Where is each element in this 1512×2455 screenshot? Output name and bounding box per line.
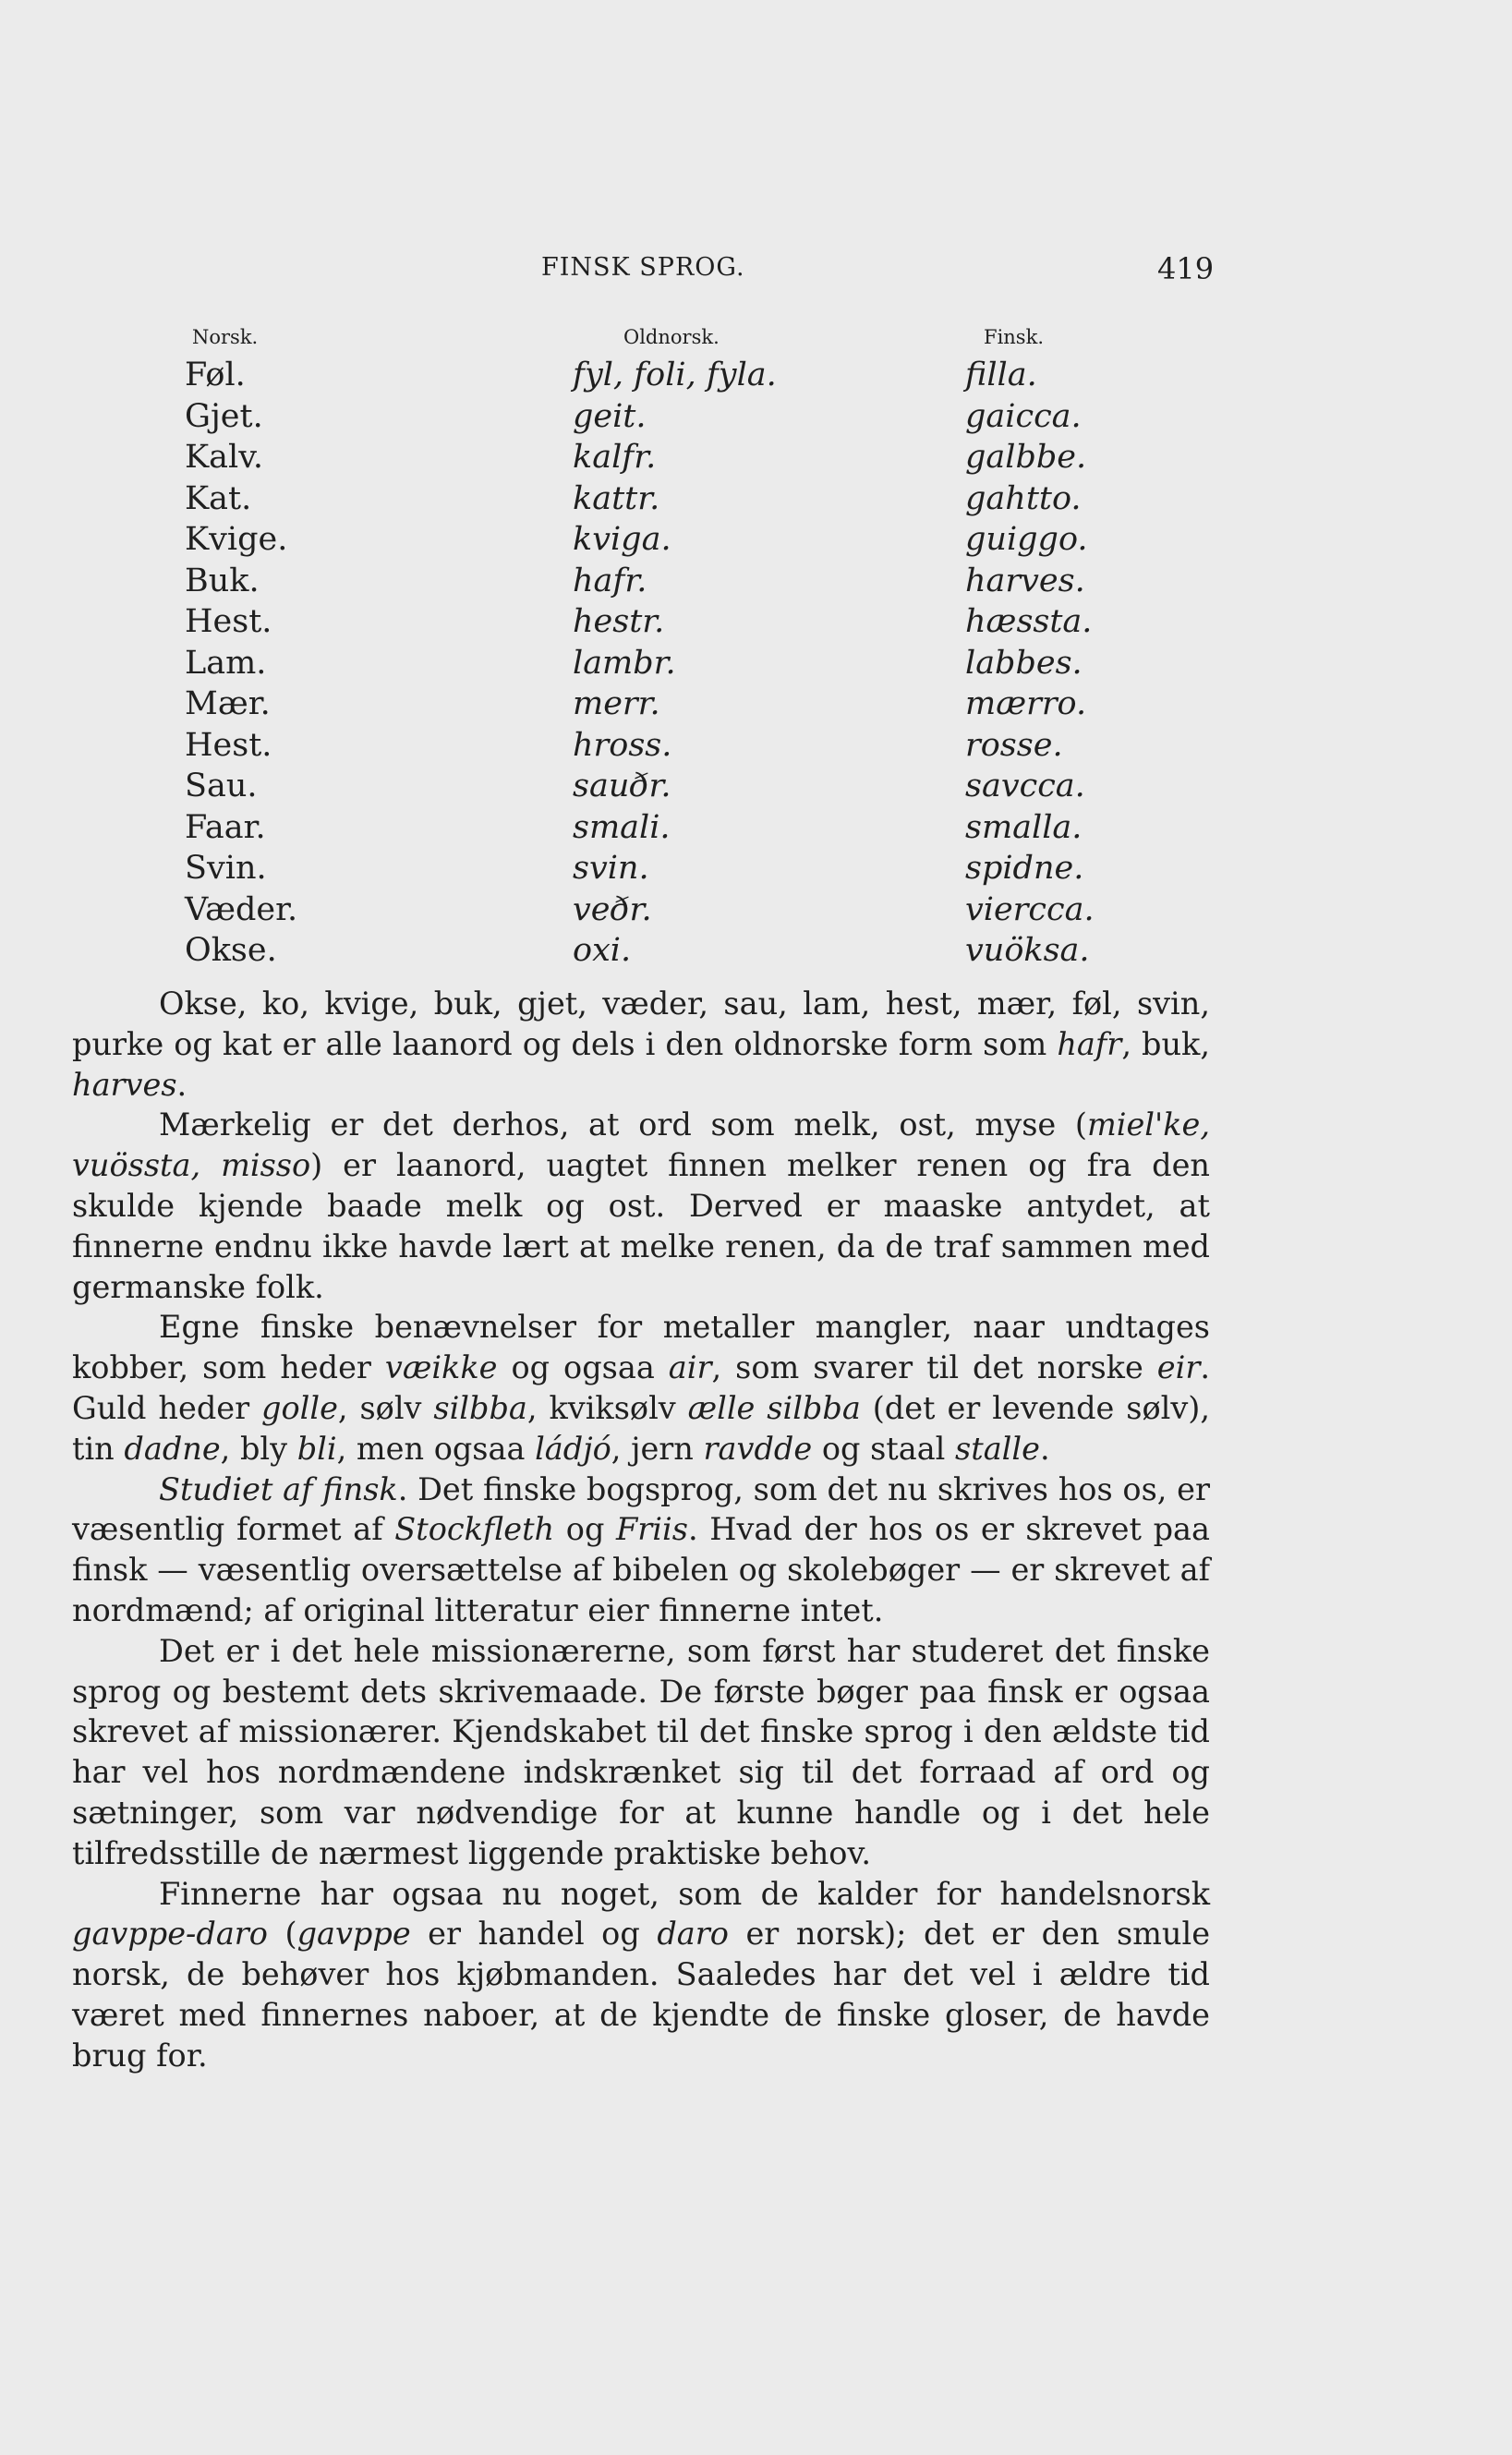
norsk-word: Sau. — [185, 768, 258, 804]
norsk-word: Lam. — [185, 644, 267, 682]
oldnorsk-word: lambr. — [573, 644, 676, 682]
oldnorsk-word: merr. — [573, 685, 660, 722]
paragraph-milk — [72, 1105, 1210, 1307]
oldnorsk-word: geit. — [573, 397, 647, 435]
italic-term: hafr — [1057, 1025, 1122, 1062]
text-run: , men ogsaa — [336, 1430, 536, 1467]
italic-term: væikke — [384, 1349, 498, 1386]
italic-term: Studiet af finsk — [159, 1470, 398, 1507]
finsk-word: hæssta. — [965, 603, 1093, 640]
italic-term: bli — [296, 1430, 337, 1467]
oldnorsk-word: veðr. — [573, 890, 652, 928]
text-run: ) er laanord, uagtet finnen melker renen og fra den skulde kjende baade melk og ost. Derved er maaske antydet, at finnerne endnu ikke havde lært at melke renen, da de traf sammen med germanske folk. — [72, 1147, 1210, 1305]
text-run: er norsk); det er den smule norsk, de behøver hos kjøbmanden. Saaledes har det vel i ældre tid været med finnernes naboer, at de kjendte de finske gloser, de havde brug for. — [72, 1916, 1211, 2074]
oldnorsk-word: hafr. — [573, 562, 647, 599]
italic-term: Stockfleth — [394, 1511, 555, 1548]
norsk-column-header: Norsk. — [192, 326, 259, 348]
finsk-word: viercca. — [965, 890, 1095, 928]
italic-term: Friis — [616, 1511, 688, 1548]
norsk-word: Faar. — [185, 808, 266, 846]
oldnorsk-word: svin. — [573, 850, 649, 887]
oldnorsk-column-header: Oldnorsk. — [623, 326, 720, 348]
italic-term: harves — [72, 1066, 177, 1103]
finsk-word: harves. — [965, 562, 1085, 599]
page-number: 419 — [1157, 251, 1215, 286]
oldnorsk-word: kviga. — [573, 521, 671, 558]
text-run: og — [554, 1511, 617, 1548]
italic-term: gavppe-daro — [72, 1916, 268, 1953]
text-run: er handel og — [410, 1916, 658, 1953]
italic-term: ravdde — [703, 1430, 813, 1467]
finsk-word: spidne. — [965, 850, 1084, 887]
text-run: Det er i det hele missionærerne, som først har studeret det finske sprog og bestemt dets skrivemaade. De første bøger paa finsk er ogsaa skrevet af missionærer. Kjendskabet til det finske sprog i den ældste tid har vel hos nordmændene indskrænket sig til det forraad af ord og sætninger, som var nødvendige for at kunne handle og i det hele tilfredsstille de nærmest liggende praktiske behov. — [72, 1632, 1210, 1871]
text-run: og staal — [812, 1430, 956, 1467]
finsk-word: savcca. — [965, 768, 1085, 804]
paragraph-trade-norwegian — [72, 1874, 1210, 2076]
text-run: , kviksølv — [526, 1389, 688, 1426]
oldnorsk-word: fyl, foli, fyla. — [573, 357, 777, 393]
italic-term: dadne — [124, 1430, 221, 1467]
finsk-word: labbes. — [965, 644, 1083, 682]
norsk-column — [185, 323, 297, 972]
finsk-column — [965, 323, 1095, 972]
text-run: Finnerne har ogsaa nu noget, som de kalder for handelsnorsk — [159, 1875, 1210, 1912]
text-run: , jern — [611, 1430, 704, 1467]
norsk-word: Hest. — [185, 603, 272, 640]
italic-term: miel'ke, vuössta, misso — [72, 1107, 1210, 1184]
paragraph-missionaries — [72, 1631, 1210, 1874]
norsk-word: Væder. — [185, 890, 298, 928]
text-run: og ogsaa — [497, 1349, 669, 1386]
text-run: Okse, ko, kvige, buk, gjet, væder, sau, lam, hest, mær, føl, svin, purke og kat er alle laanord og dels i den oldnorske form som — [72, 986, 1210, 1062]
finsk-word: gahtto. — [965, 479, 1082, 517]
norsk-word: Gjet. — [185, 397, 263, 435]
text-run: Mærkelig er det derhos, at ord som melk, ost, myse ( — [159, 1107, 1087, 1143]
norsk-word: Føl. — [185, 357, 246, 393]
text-run: , sølv — [337, 1389, 434, 1426]
body-text — [72, 984, 1210, 2076]
italic-term: golle — [261, 1389, 338, 1426]
paragraph-study — [72, 1469, 1210, 1631]
oldnorsk-word: kattr. — [573, 479, 660, 517]
oldnorsk-word: sauðr. — [573, 768, 671, 804]
oldnorsk-word: hestr. — [573, 603, 665, 640]
page-header — [0, 249, 1512, 296]
oldnorsk-word: kalfr. — [573, 439, 657, 476]
oldnorsk-word: smali. — [573, 808, 671, 846]
text-run: . Hvad der hos os er skrevet paa finsk — væsentlig oversættelse af bibelen og skolebøger — er skrevet af nordmænd; af original litteratur eier finnerne intet. — [72, 1511, 1210, 1628]
italic-term: eir — [1156, 1349, 1201, 1386]
italic-term: air — [668, 1349, 712, 1386]
norsk-word: Hest. — [185, 726, 272, 764]
finsk-word: filla. — [965, 357, 1037, 393]
vocabulary-table — [0, 323, 1512, 970]
finsk-word: mærro. — [965, 685, 1087, 722]
text-run: Egne finske benævnelser for metaller mangler, naar undtages kobber, som heder — [72, 1309, 1210, 1386]
italic-term: ælle silbba — [687, 1389, 861, 1426]
italic-term: daro — [657, 1916, 729, 1953]
norsk-word: Kalv. — [185, 439, 263, 476]
text-run: , som svarer til det norske — [711, 1349, 1157, 1386]
oldnorsk-word: oxi. — [573, 932, 632, 969]
text-run: . Guld heder — [72, 1349, 1211, 1426]
text-run: , buk, — [1121, 1025, 1210, 1062]
finsk-word: galbbe. — [965, 439, 1087, 476]
paragraph-metals — [72, 1307, 1210, 1469]
paragraph-loanwords — [72, 984, 1210, 1105]
italic-term: stalle — [955, 1430, 1040, 1467]
running-title: FINSK SPROG. — [541, 253, 745, 282]
norsk-word: Buk. — [185, 562, 260, 599]
text-run: . Det finske bogsprog, som det nu skrives hos os, er væsentlig formet af — [72, 1470, 1210, 1548]
text-run: . — [176, 1066, 187, 1103]
italic-term: ládjó — [535, 1430, 611, 1467]
finsk-word: vuöksa. — [965, 932, 1090, 969]
text-run: , bly — [220, 1430, 297, 1467]
text-run: . — [1039, 1430, 1050, 1467]
finsk-word: rosse. — [965, 726, 1063, 764]
norsk-word: Okse. — [185, 932, 277, 969]
oldnorsk-word: hross. — [573, 726, 672, 764]
finsk-column-header: Finsk. — [984, 326, 1044, 348]
oldnorsk-column — [573, 323, 777, 972]
norsk-word: Kvige. — [185, 521, 288, 558]
finsk-word: guiggo. — [965, 521, 1088, 558]
finsk-word: smalla. — [965, 808, 1083, 846]
norsk-word: Svin. — [185, 850, 267, 887]
text-run: ( — [267, 1916, 297, 1953]
italic-term: gavppe — [296, 1916, 411, 1953]
finsk-word: gaicca. — [965, 397, 1082, 435]
italic-term: silbba — [433, 1389, 527, 1426]
norsk-word: Kat. — [185, 479, 252, 517]
norsk-word: Mær. — [185, 685, 271, 722]
text-run: (det er levende sølv), tin — [72, 1389, 1210, 1467]
